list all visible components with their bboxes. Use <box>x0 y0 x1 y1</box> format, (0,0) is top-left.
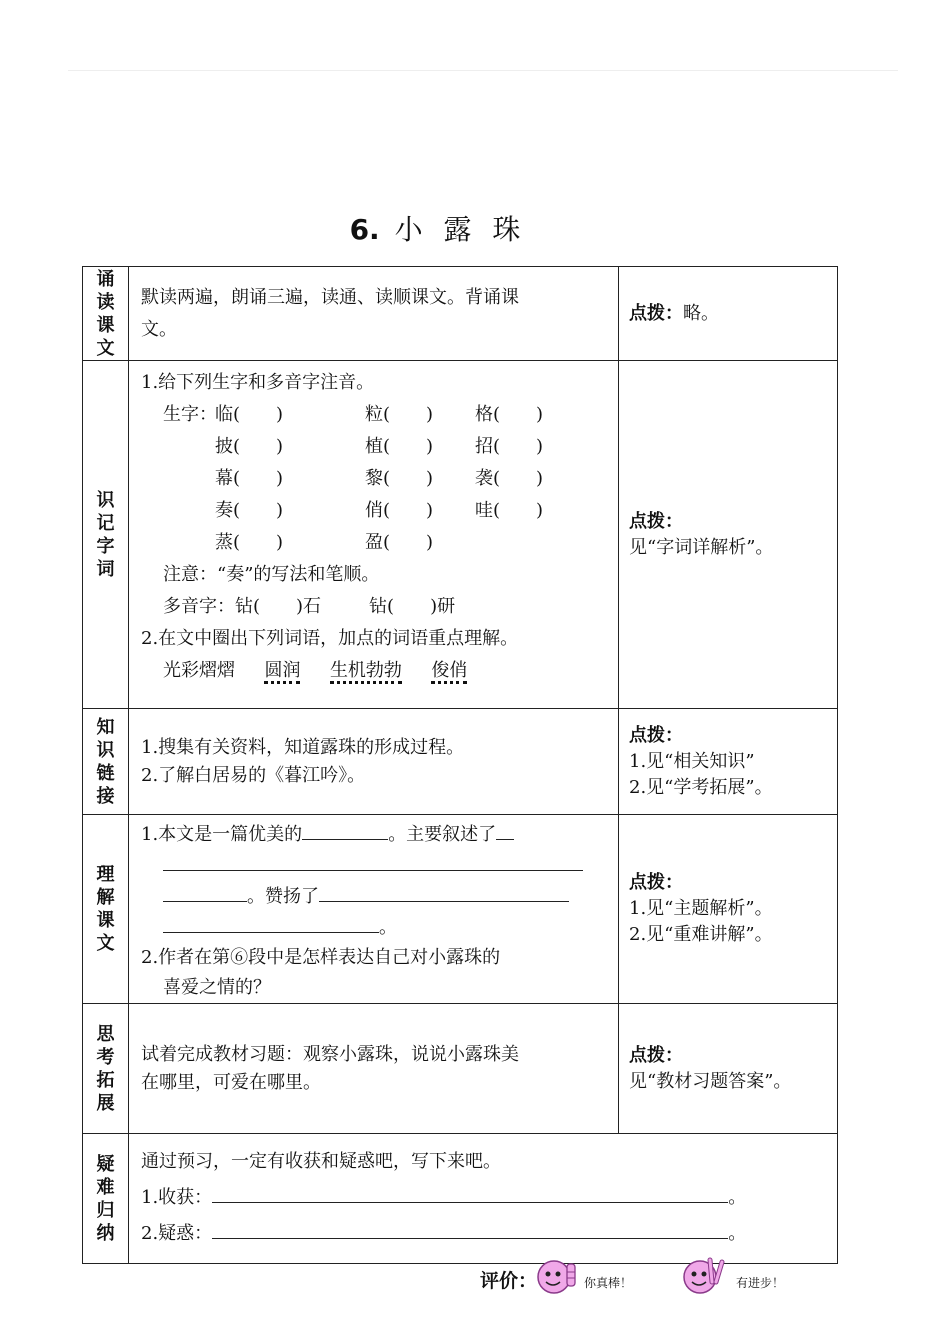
tip-text: 略。 <box>683 302 719 324</box>
char-item: 披( ) <box>215 436 284 457</box>
tip-heading: 点拨： <box>629 872 683 893</box>
tip-text: 2.见“学考拓展”。 <box>629 776 773 798</box>
polyphone-item: 钻( )研 <box>369 596 456 617</box>
preview-sheet <box>82 266 838 1264</box>
chars-row <box>163 463 606 495</box>
char-item: 格( ) <box>475 404 544 425</box>
chars-row <box>163 399 606 431</box>
thumbs-up-face-icon[interactable] <box>536 1254 582 1298</box>
victory-face-icon[interactable] <box>682 1254 728 1298</box>
doubt-blank[interactable] <box>212 1218 728 1239</box>
tip-text: 1.见“主题解析”。 <box>629 898 773 919</box>
row-summary <box>83 1134 838 1264</box>
answer-blank[interactable] <box>163 912 379 933</box>
char-item: 粒( ) <box>365 404 434 425</box>
tip-text: 2.见“重难讲解”。 <box>629 924 773 945</box>
answer-blank[interactable] <box>302 819 388 840</box>
question-1 <box>141 819 606 850</box>
question-2: 2.在文中圈出下列词语，加点的词语重点理解。 <box>141 628 519 649</box>
end-mark: 。 <box>728 1187 747 1208</box>
word-item-dotted: 生机勃勃 <box>330 660 402 684</box>
char-item: 临( ) <box>215 404 284 425</box>
char-item: 盈( ) <box>365 532 434 553</box>
end-mark: 。 <box>728 1223 747 1244</box>
tip-text: 见“字词详解析”。 <box>629 536 774 558</box>
question-2: 2.作者在第⑥段中是怎样表达自己对小露珠的 <box>141 947 501 968</box>
gain-label: 1.收获： <box>141 1187 213 1208</box>
tip-heading: 点拨： <box>629 1044 683 1066</box>
row-label: 知识链接 <box>96 716 115 807</box>
word-item: 光彩熠熠 <box>163 660 235 681</box>
question-1: 1.给下列生字和多音字注音。 <box>141 372 375 393</box>
char-item: 奏( ) <box>215 500 284 521</box>
summary-intro: 通过预习，一定有收获和疑惑吧，写下来吧。 <box>141 1151 501 1172</box>
row-label: 理解课文 <box>96 864 115 954</box>
text-line: 在哪里，可爱在哪里。 <box>141 1071 321 1093</box>
text-line: 默读两遍，朗诵三遍，读通、读顺课文。背诵课 <box>141 286 519 308</box>
answer-blank[interactable] <box>163 850 583 871</box>
text-line: 2.了解白居易的《暮江吟》。 <box>141 764 366 786</box>
char-item: 招( ) <box>475 436 544 457</box>
word-item-dotted: 圆润 <box>264 660 300 684</box>
polyphone-item: 钻( )石 <box>235 596 322 617</box>
row-knowledge <box>83 709 838 815</box>
tip-heading: 点拨： <box>629 302 683 324</box>
row-understanding <box>83 815 838 1004</box>
q-text: 。赞扬了 <box>247 886 319 907</box>
chars-row <box>163 431 606 463</box>
tip-heading: 点拨： <box>629 724 683 746</box>
row-label: 疑难归纳 <box>96 1153 115 1244</box>
text-line: 1.搜集有关资料，知道露珠的形成过程。 <box>141 736 465 758</box>
tip-text: 1.见“相关知识” <box>629 750 755 772</box>
char-item: 俏( ) <box>365 500 434 521</box>
q-text: 1.本文是一篇优美的 <box>141 824 303 845</box>
q-text: 。主要叙述了 <box>388 824 497 845</box>
q-text: 。 <box>379 917 397 938</box>
row-label: 识记字词 <box>96 489 115 580</box>
doubt-label: 2.疑惑： <box>141 1223 213 1244</box>
title-text: 小 露 珠 <box>394 213 527 246</box>
answer-blank[interactable] <box>496 819 514 840</box>
answer-blank[interactable] <box>163 881 247 902</box>
char-item: 幕( ) <box>215 468 284 489</box>
top-rule <box>68 70 898 71</box>
title-number: 6. <box>349 213 380 246</box>
progress-text: 有进步！ <box>736 1276 785 1290</box>
text-line: 文。 <box>141 318 177 340</box>
evaluation-bar <box>480 1254 800 1304</box>
doubt-line <box>141 1216 825 1252</box>
page-title <box>0 208 876 248</box>
gain-blank[interactable] <box>212 1182 728 1203</box>
row-read-aloud <box>83 267 838 361</box>
char-item: 植( ) <box>365 436 434 457</box>
row-label: 诵读课文 <box>96 268 115 359</box>
chars-label: 生字： <box>163 404 217 425</box>
evaluation-label: 评价： <box>480 1270 538 1292</box>
chars-row <box>163 495 606 527</box>
polyphone-label: 多音字： <box>163 596 235 617</box>
char-item: 黎( ) <box>365 468 434 489</box>
question-2-cont: 喜爱之情的？ <box>163 977 271 998</box>
note-line: 注意：“奏”的写法和笔顺。 <box>163 564 380 585</box>
char-item: 蒸( ) <box>215 532 284 553</box>
answer-blank[interactable] <box>319 881 569 902</box>
word-item-dotted: 俊俏 <box>431 660 467 684</box>
char-item: 哇( ) <box>475 500 544 521</box>
polyphone-line <box>163 591 606 623</box>
tip-text: 见“教材习题答案”。 <box>629 1070 792 1092</box>
gain-line <box>141 1180 825 1216</box>
words-line <box>141 655 606 687</box>
row-vocabulary <box>83 361 838 709</box>
row-label: 思考拓展 <box>96 1023 115 1114</box>
chars-row <box>163 527 606 559</box>
tip-heading: 点拨： <box>629 510 683 532</box>
text-line: 试着完成教材习题：观察小露珠，说说小露珠美 <box>141 1043 519 1065</box>
char-item: 袭( ) <box>475 468 544 489</box>
good-text: 你真棒！ <box>584 1276 633 1290</box>
row-extension <box>83 1004 838 1134</box>
